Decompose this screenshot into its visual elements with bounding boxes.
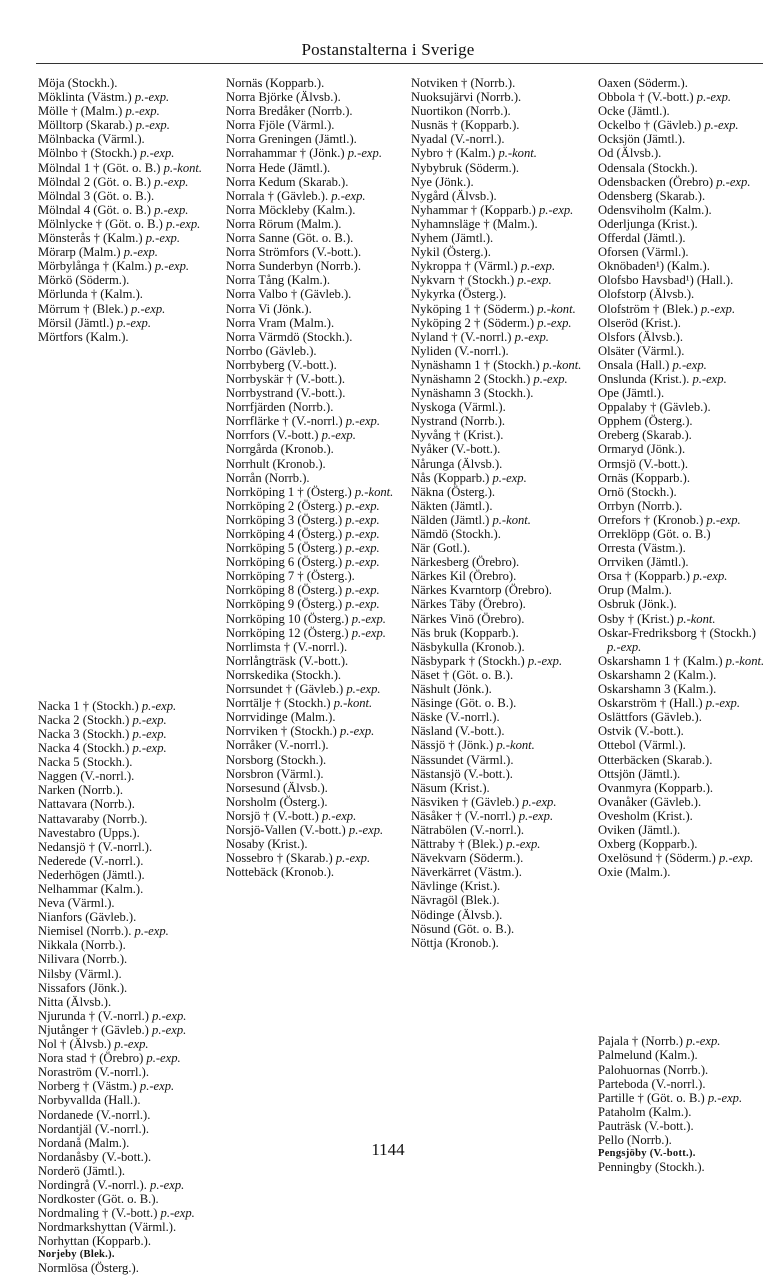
- directory-entry: Nacka 1 † (Stockh.) p.-exp.: [38, 698, 177, 713]
- directory-entry: Näset † (Göt. o. B.).: [411, 667, 514, 682]
- directory-entry: Nilivara (Norrb.).: [38, 952, 128, 967]
- directory-entry: Mölndal 2 (Göt. o. B.) p.-exp.: [38, 174, 189, 189]
- directory-entry: Norderö (Jämtl.).: [38, 1163, 126, 1178]
- column-2: [226, 76, 396, 879]
- directory-entry: Norrlimsta † (V.-norrl.).: [226, 639, 348, 654]
- directory-entry: Norrköping 5 (Österg.) p.-exp.: [226, 541, 380, 556]
- directory-entry: Nås (Kopparb.) p.-exp.: [411, 470, 527, 485]
- directory-entry: Näsviken † (Gävleb.) p.-exp.: [411, 794, 557, 809]
- directory-entry: Norsjö-Vallen (V.-bott.) p.-exp.: [226, 822, 384, 837]
- directory-entry: Nynäshamn 1 † (Stockh.) p.-kont.: [411, 357, 582, 372]
- directory-entry: Mörlunda † (Kalm.).: [38, 287, 143, 302]
- directory-entry: Nianfors (Gävleb.).: [38, 910, 137, 925]
- directory-entry: Norra Vi (Jönk.).: [226, 301, 312, 316]
- directory-entry: Nacka 3 (Stockh.) p.-exp.: [38, 726, 167, 741]
- directory-entry: Ovanåker (Gävleb.).: [598, 794, 702, 809]
- directory-entry: Mönsterås † (Kalm.) p.-exp.: [38, 231, 180, 246]
- directory-entry: Norsborg (Stockh.).: [226, 752, 327, 767]
- directory-entry: Norrköping 7 † (Österg.).: [226, 569, 355, 584]
- directory-entry: Ornö (Stockh.).: [598, 484, 677, 499]
- directory-entry: Norra Strömfors (V.-bott.).: [226, 245, 362, 260]
- directory-entry: Nyköping 1 † (Söderm.) p.-kont.: [411, 301, 576, 316]
- directory-entry: Onsala (Hall.) p.-exp.: [598, 357, 707, 372]
- directory-entry: Näkten (Jämtl.).: [411, 498, 493, 513]
- directory-entry: Möja (Stockh.).: [38, 76, 118, 90]
- directory-entry: Norrvidinge (Malm.).: [226, 710, 336, 725]
- directory-entry: Norra Sanne (Göt. o. B.).: [226, 231, 354, 246]
- directory-entry: Närkes Vinö (Örebro).: [411, 611, 525, 626]
- directory-entry: Nacka 2 (Stockh.) p.-exp.: [38, 712, 167, 727]
- directory-entry: Nynäshamn 2 (Stockh.) p.-exp.: [411, 371, 568, 386]
- directory-entry: Ostvik (V.-bott.).: [598, 724, 684, 739]
- directory-entry: Nottebäck (Kronob.).: [226, 865, 335, 880]
- directory-entry: Mörtfors (Kalm.).: [38, 329, 129, 344]
- directory-entry: Oskarshamn 3 (Kalm.).: [598, 682, 717, 697]
- directory-entry: Nyköping 2 † (Söderm.) p.-exp.: [411, 315, 572, 330]
- directory-entry: Norra Rörum (Malm.).: [226, 216, 342, 231]
- directory-entry: Näverkärret (Västm.).: [411, 865, 522, 880]
- directory-entry: Orup (Malm.).: [598, 583, 672, 598]
- directory-entry: Ocke (Jämtl.).: [598, 104, 670, 119]
- directory-entry: Oknöbaden¹) (Kalm.).: [598, 259, 710, 274]
- directory-entry: Nämdö (Stockh.).: [411, 527, 501, 541]
- directory-entry: Orrbyn (Norrb.).: [598, 498, 683, 513]
- directory-entry: Nattavaraby (Norrb.).: [38, 811, 148, 826]
- directory-entry: Nävragöl (Blek.).: [411, 893, 500, 908]
- directory-entry: Norra Sunderbyn (Norrb.).: [226, 259, 361, 274]
- directory-entry: Nitta (Älvsb.).: [38, 994, 112, 1009]
- directory-entry: Njurunda † (V.-norrl.) p.-exp.: [38, 1008, 187, 1023]
- directory-entry: Mölle † (Malm.) p.-exp.: [38, 104, 160, 119]
- directory-entry: Norrlångträsk (V.-bott.).: [226, 653, 349, 668]
- directory-entry: Norrbystrand (V.-bott.).: [226, 386, 346, 401]
- directory-entry: Nävlinge (Krist.).: [411, 879, 501, 894]
- directory-entry: Nykyrka (Österg.).: [411, 287, 507, 302]
- directory-entry: Olofstorp (Älvsb.).: [598, 287, 695, 302]
- directory-entry: Norjeby (Blek.).: [38, 1249, 115, 1261]
- directory-entry: Norra Hede (Jämtl.).: [226, 160, 331, 175]
- directory-entry: Orresta (Västm.).: [598, 541, 686, 556]
- directory-entry: Olsfors (Älvsb.).: [598, 329, 684, 344]
- directory-entry: Nävekvarn (Söderm.).: [411, 851, 524, 866]
- directory-entry: Norrbyberg (V.-bott.).: [226, 357, 337, 372]
- directory-entry: Näsum (Krist.).: [411, 780, 490, 795]
- directory-entry: Nordanåsby (V.-bott.).: [38, 1149, 152, 1164]
- directory-entry: Nornäs (Kopparb.).: [226, 76, 325, 90]
- directory-entry: Norrån (Norrb.).: [226, 470, 310, 485]
- directory-entry: Norrfors (V.-bott.) p.-exp.: [226, 428, 356, 443]
- directory-entry: Orrefors † (Kronob.) p.-exp.: [598, 512, 741, 527]
- directory-entry: Noraström (V.-norrl.).: [38, 1065, 149, 1080]
- directory-entry: Näsbypark † (Stockh.) p.-exp.: [411, 653, 563, 668]
- directory-entry: Ormaryd (Jönk.).: [598, 442, 686, 457]
- directory-entry: Oreberg (Skarab.).: [598, 428, 692, 443]
- directory-entry: Näsinge (Göt. o. B.).: [411, 696, 517, 711]
- directory-entry: Partille † (Göt. o. B.) p.-exp.: [598, 1090, 743, 1105]
- directory-entry: Oderljunga (Krist.).: [598, 216, 698, 231]
- directory-entry: Nordanede (V.-norrl.).: [38, 1107, 151, 1122]
- directory-entry: Nedansjö † (V.-norrl.).: [38, 839, 153, 854]
- directory-entry: Mölnbo † (Stockh.) p.-exp.: [38, 146, 175, 161]
- directory-entry: Nyhammar † (Kopparb.) p.-exp.: [411, 202, 574, 217]
- directory-entry: Nälden (Jämtl.) p.-kont.: [411, 512, 531, 527]
- directory-entry: Mörsil (Jämtl.) p.-exp.: [38, 315, 151, 330]
- directory-entry: Nybro † (Kalm.) p.-kont.: [411, 146, 537, 161]
- directory-entry: Oskarshamn 1 † (Kalm.) p.-kont.: [598, 653, 765, 668]
- directory-entry: Nyvång † (Krist.).: [411, 428, 504, 443]
- directory-entry: Nyhamnsläge † (Malm.).: [411, 216, 538, 231]
- directory-entry: Nyskoga (Värml.).: [411, 400, 506, 415]
- directory-entry: Norrköping 4 (Österg.) p.-exp.: [226, 527, 380, 541]
- directory-entry: Oppalaby † (Gävleb.).: [598, 400, 711, 415]
- directory-entry: Norrfjärden (Norrb.).: [226, 400, 334, 415]
- directory-entry: Norrala † (Gävleb.). p.-exp.: [226, 188, 366, 203]
- directory-entry: Nuortikon (Norrb.).: [411, 104, 511, 119]
- directory-entry: Nordkoster (Göt. o. B.).: [38, 1192, 159, 1207]
- directory-entry: Norra Möckleby (Kalm.).: [226, 202, 356, 217]
- directory-entry: Penningby (Stockh.).: [598, 1160, 705, 1175]
- directory-entry: Nacka 5 (Stockh.).: [38, 755, 133, 770]
- directory-entry: Nattavara (Norrb.).: [38, 797, 135, 812]
- directory-entry: Otterbäcken (Skarab.).: [598, 752, 713, 767]
- directory-entry: Oxie (Malm.).: [598, 865, 671, 880]
- directory-entry: Odensviholm (Kalm.).: [598, 202, 712, 217]
- directory-entry: Ottsjön (Jämtl.).: [598, 766, 681, 781]
- directory-entry: Oskar-Fredriksborg † (Stockh.) p.-exp.: [598, 625, 756, 654]
- directory-entry: Oaxen (Söderm.).: [598, 76, 688, 90]
- directory-entry: Norra Greningen (Jämtl.).: [226, 132, 357, 147]
- section-gap: [38, 344, 210, 699]
- directory-entry: Norrahammar † (Jönk.) p.-exp.: [226, 146, 382, 161]
- directory-entry: Nynäshamn 3 (Stockh.).: [411, 386, 534, 401]
- directory-entry: Norrbo (Gävleb.).: [226, 343, 317, 358]
- directory-entry: Nacka 4 (Stockh.) p.-exp.: [38, 741, 167, 756]
- directory-entry: Närkes Kil (Örebro).: [411, 569, 517, 584]
- directory-entry: Norra Fjöle (Värml.).: [226, 118, 335, 133]
- directory-entry: Mörbylånga † (Kalm.) p.-exp.: [38, 259, 190, 274]
- directory-entry: Nyhem (Jämtl.).: [411, 231, 494, 246]
- directory-entry: Olofström † (Blek.) p.-exp.: [598, 301, 736, 316]
- directory-entry: Normlösa (Österg.).: [38, 1261, 139, 1276]
- directory-entry: Nässjö † (Jönk.) p.-kont.: [411, 738, 535, 753]
- directory-entry: Naggen (V.-norrl.).: [38, 769, 135, 784]
- directory-entry: Ovanmyra (Kopparb.).: [598, 780, 714, 795]
- directory-entry: Orrviken (Jämtl.).: [598, 555, 689, 570]
- directory-entry: Oxberg (Kopparb.).: [598, 837, 698, 852]
- directory-entry: Oskarström † (Hall.) p.-exp.: [598, 696, 740, 711]
- directory-entry: Mölndal 3 (Göt. o. B.).: [38, 188, 155, 203]
- directory-entry: Näsland (V.-bott.).: [411, 724, 505, 739]
- directory-entry: Norrköping 12 (Österg.) p.-exp.: [226, 625, 386, 640]
- column-1: [38, 76, 210, 1276]
- directory-entry: Nyadal (V.-norrl.).: [411, 132, 505, 147]
- directory-entry: Norbyvallda (Hall.).: [38, 1093, 141, 1108]
- directory-entry: Mölnlycke † (Göt. o. B.) p.-exp.: [38, 216, 201, 231]
- directory-entry: Nol † (Älvsb.) p.-exp.: [38, 1037, 149, 1052]
- directory-entry: Nykil (Österg.).: [411, 245, 491, 260]
- directory-entry: Osbruk (Jönk.).: [598, 597, 677, 612]
- directory-entry: Orsa † (Kopparb.) p.-exp.: [598, 569, 728, 584]
- directory-entry: Ockelbo † (Gävleb.) p.-exp.: [598, 118, 739, 133]
- directory-entry: Osby † (Krist.) p.-kont.: [598, 611, 716, 626]
- directory-entry: Nordmaling † (V.-bott.) p.-exp.: [38, 1206, 195, 1221]
- directory-entry: Nätrabölen (V.-norrl.).: [411, 822, 525, 837]
- directory-entry: Norrskedika (Stockh.).: [226, 667, 342, 682]
- directory-entry: Nelhammar (Kalm.).: [38, 882, 144, 896]
- directory-entry: Oskarshamn 2 (Kalm.).: [598, 667, 717, 682]
- directory-entry: Neva (Värml.).: [38, 896, 115, 911]
- directory-entry: Nissafors (Jönk.).: [38, 980, 128, 995]
- directory-entry: Nordanå (Malm.).: [38, 1135, 130, 1150]
- directory-entry: Nusnäs † (Kopparb.).: [411, 118, 520, 133]
- directory-entry: Offerdal (Jämtl.).: [598, 231, 686, 246]
- directory-entry: Norrköping 8 (Österg.) p.-exp.: [226, 583, 380, 598]
- directory-entry: Norra Björke (Älvsb.).: [226, 90, 341, 105]
- directory-entry: Pauträsk (V.-bott.).: [598, 1118, 694, 1133]
- directory-entry: Obbola † (V.-bott.) p.-exp.: [598, 90, 732, 105]
- directory-entry: Nykvarn † (Stockh.) p.-exp.: [411, 273, 552, 288]
- directory-entry: Närkesberg (Örebro).: [411, 555, 520, 570]
- section-gap: [598, 879, 766, 1034]
- directory-entry: Norrhult (Kronob.).: [226, 456, 326, 471]
- directory-entry: Pajala † (Norrb.) p.-exp.: [598, 1034, 721, 1049]
- directory-entry: Orreklöpp (Göt. o. B.): [598, 527, 711, 541]
- directory-entry: Notviken † (Norrb.).: [411, 76, 516, 90]
- directory-entry: Odensbacken (Örebro) p.-exp.: [598, 174, 751, 189]
- directory-entry: Norrköping 10 (Österg.) p.-exp.: [226, 611, 386, 626]
- directory-entry: Norrtälje † (Stockh.) p.-kont.: [226, 696, 373, 711]
- directory-entry: Navestabro (Upps.).: [38, 825, 140, 840]
- directory-entry: Nordmarkshyttan (Värml.).: [38, 1220, 177, 1235]
- directory-entry: Näske (V.-norrl.).: [411, 710, 500, 725]
- header-rule: [36, 63, 763, 64]
- directory-entry: Nyliden (V.-norrl.).: [411, 343, 509, 358]
- column-3: [411, 76, 583, 950]
- directory-entry: Norråker (V.-norrl.).: [226, 738, 329, 753]
- directory-entry: Norra Kedum (Skarab.).: [226, 174, 349, 189]
- directory-entry: Näs bruk (Kopparb.).: [411, 625, 519, 640]
- directory-entry: Norsbron (Värml.).: [226, 766, 324, 781]
- directory-entry: Ornäs (Kopparb.).: [598, 470, 690, 485]
- directory-entry: Norra Bredåker (Norrb.).: [226, 104, 353, 119]
- directory-entry: Norrbyskär † (V.-bott.).: [226, 371, 346, 386]
- directory-entry: Olsäter (Värml.).: [598, 343, 685, 358]
- directory-entry: Ormsjö (V.-bott.).: [598, 456, 689, 471]
- directory-entry: Näsbykulla (Kronob.).: [411, 639, 525, 654]
- directory-entry: Nyåker (V.-bott.).: [411, 442, 501, 457]
- directory-entry: Olofsbo Havsbad¹) (Hall.).: [598, 273, 734, 288]
- directory-entry: Norhyttan (Kopparb.).: [38, 1234, 151, 1249]
- directory-entry: Ope (Jämtl.).: [598, 386, 665, 401]
- directory-entry: Norrköping 9 (Österg.) p.-exp.: [226, 597, 380, 612]
- directory-entry: Oviken (Jämtl.).: [598, 822, 681, 837]
- directory-entry: Näkna (Österg.).: [411, 484, 496, 499]
- directory-entry: Norrgårda (Kronob.).: [226, 442, 334, 457]
- directory-entry: Norrköping 2 (Österg.) p.-exp.: [226, 498, 380, 513]
- directory-entry: Norrviken † (Stockh.) p.-exp.: [226, 724, 375, 739]
- directory-entry: Norrköping 3 (Österg.) p.-exp.: [226, 512, 380, 527]
- directory-entry: Nordantjäl (V.-norrl.).: [38, 1121, 149, 1136]
- directory-entry: Nykroppa † (Värml.) p.-exp.: [411, 259, 556, 274]
- directory-entry: Odensala (Stockh.).: [598, 160, 698, 175]
- directory-entry: Njutånger † (Gävleb.) p.-exp.: [38, 1022, 187, 1037]
- directory-entry: Ocksjön (Jämtl.).: [598, 132, 686, 147]
- directory-entry: Narken (Norrb.).: [38, 783, 123, 798]
- directory-entry: Nossebro † (Skarab.) p.-exp.: [226, 851, 371, 866]
- directory-entry: Mörkö (Söderm.).: [38, 273, 130, 288]
- directory-entry: Mölltorp (Skarab.) p.-exp.: [38, 118, 170, 133]
- directory-entry: Ottebol (Värml.).: [598, 738, 686, 753]
- directory-entry: Nättraby † (Blek.) p.-exp.: [411, 837, 541, 852]
- directory-entry: Palohuornas (Norrb.).: [598, 1062, 709, 1077]
- directory-entry: Onslunda (Krist.). p.-exp.: [598, 371, 727, 386]
- directory-entry: Opphem (Österg.).: [598, 414, 693, 429]
- directory-entry: Näshult (Jönk.).: [411, 682, 492, 697]
- directory-entry: Möklinta (Västm.) p.-exp.: [38, 90, 170, 105]
- directory-entry: Nyland † (V.-norrl.) p.-exp.: [411, 329, 549, 344]
- directory-entry: När (Gotl.).: [411, 541, 471, 556]
- directory-entry: Närkes Täby (Örebro).: [411, 597, 526, 612]
- directory-entry: Norrsundet † (Gävleb.) p.-exp.: [226, 682, 381, 697]
- directory-entry: Nygård (Älvsb.).: [411, 188, 497, 203]
- directory-entry: Nora stad † (Örebro) p.-exp.: [38, 1051, 181, 1066]
- directory-entry: Oxelösund † (Söderm.) p.-exp.: [598, 851, 754, 866]
- directory-entry: Od (Älvsb.).: [598, 146, 662, 161]
- directory-entry: Niemisel (Norrb.). p.-exp.: [38, 924, 169, 939]
- directory-entry: Pello (Norrb.).: [598, 1133, 672, 1147]
- directory-entry: Norrflärke † (V.-norrl.) p.-exp.: [226, 414, 380, 429]
- directory-entry: Nosaby (Krist.).: [226, 837, 308, 852]
- directory-entry: Parteboda (V.-norrl.).: [598, 1076, 706, 1091]
- directory-entry: Nösund (Göt. o. B.).: [411, 921, 515, 936]
- page-title: Postanstalterna i Sverige: [301, 40, 475, 59]
- directory-entry: Ovesholm (Krist.).: [598, 808, 693, 823]
- directory-entry: Palmelund (Kalm.).: [598, 1048, 698, 1063]
- directory-entry: Nårunga (Älvsb.).: [411, 456, 503, 471]
- directory-entry: Nybybruk (Söderm.).: [411, 160, 520, 175]
- directory-entry: Mölndal 1 † (Göt. o. B.) p.-kont.: [38, 160, 203, 175]
- directory-entry: Närkes Kvarntorp (Örebro).: [411, 583, 552, 598]
- directory-entry: Norra Valbo † (Gävleb.).: [226, 287, 352, 302]
- directory-entry: Nöttja (Kronob.).: [411, 935, 499, 950]
- directory-entry: Nässundet (Värml.).: [411, 752, 514, 767]
- directory-entry: Nederede (V.-norrl.).: [38, 853, 144, 868]
- directory-entry: Pataholm (Kalm.).: [598, 1104, 692, 1119]
- directory-entry: Nye (Jönk.).: [411, 174, 474, 189]
- directory-entry: Nederhögen (Jämtl.).: [38, 867, 145, 882]
- directory-entry: Norrköping 1 † (Österg.) p.-kont.: [226, 484, 394, 499]
- directory-entry: Mörarp (Malm.) p.-exp.: [38, 245, 158, 260]
- directory-entry: Nordingrå (V.-norrl.). p.-exp.: [38, 1177, 185, 1192]
- directory-entry: Mölndal 4 (Göt. o. B.) p.-exp.: [38, 202, 189, 217]
- directory-entry: Odensberg (Skarab.).: [598, 188, 706, 203]
- directory-entry: Norrköping 6 (Österg.) p.-exp.: [226, 555, 380, 570]
- directory-entry: Olseröd (Krist.).: [598, 315, 681, 330]
- directory-entry: Nikkala (Norrb.).: [38, 938, 126, 953]
- directory-entry: Norra Värmdö (Stockh.).: [226, 329, 353, 344]
- page-number: 1144: [371, 1140, 405, 1159]
- directory-entry: Norsjö † (V.-bott.) p.-exp.: [226, 808, 357, 823]
- directory-entry: Oforsen (Värml.).: [598, 245, 689, 260]
- directory-entry: Oslättfors (Gävleb.).: [598, 710, 702, 725]
- column-4: [598, 76, 766, 1174]
- directory-entry: Nödinge (Älvsb.).: [411, 907, 503, 922]
- directory-entry: Nuoksujärvi (Norrb.).: [411, 90, 522, 105]
- directory-entry: Mölnbacka (Värml.).: [38, 132, 145, 147]
- directory-entry: Näsåker † (V.-norrl.) p.-exp.: [411, 808, 554, 823]
- directory-entry: Norsesund (Älvsb.).: [226, 780, 328, 795]
- directory-entry: Norra Tång (Kalm.).: [226, 273, 330, 288]
- directory-entry: Mörrum † (Blek.) p.-exp.: [38, 301, 166, 316]
- directory-entry: Nystrand (Norrb.).: [411, 414, 506, 429]
- directory-entry: Norsholm (Österg.).: [226, 794, 328, 809]
- directory-entry: Norberg † (Västm.) p.-exp.: [38, 1079, 175, 1094]
- directory-entry: Pengsjöby (V.-bott.).: [598, 1148, 696, 1160]
- directory-entry: Nilsby (Värml.).: [38, 966, 122, 981]
- directory-entry: Norra Vram (Malm.).: [226, 315, 335, 330]
- directory-entry: Nästansjö (V.-bott.).: [411, 766, 513, 781]
